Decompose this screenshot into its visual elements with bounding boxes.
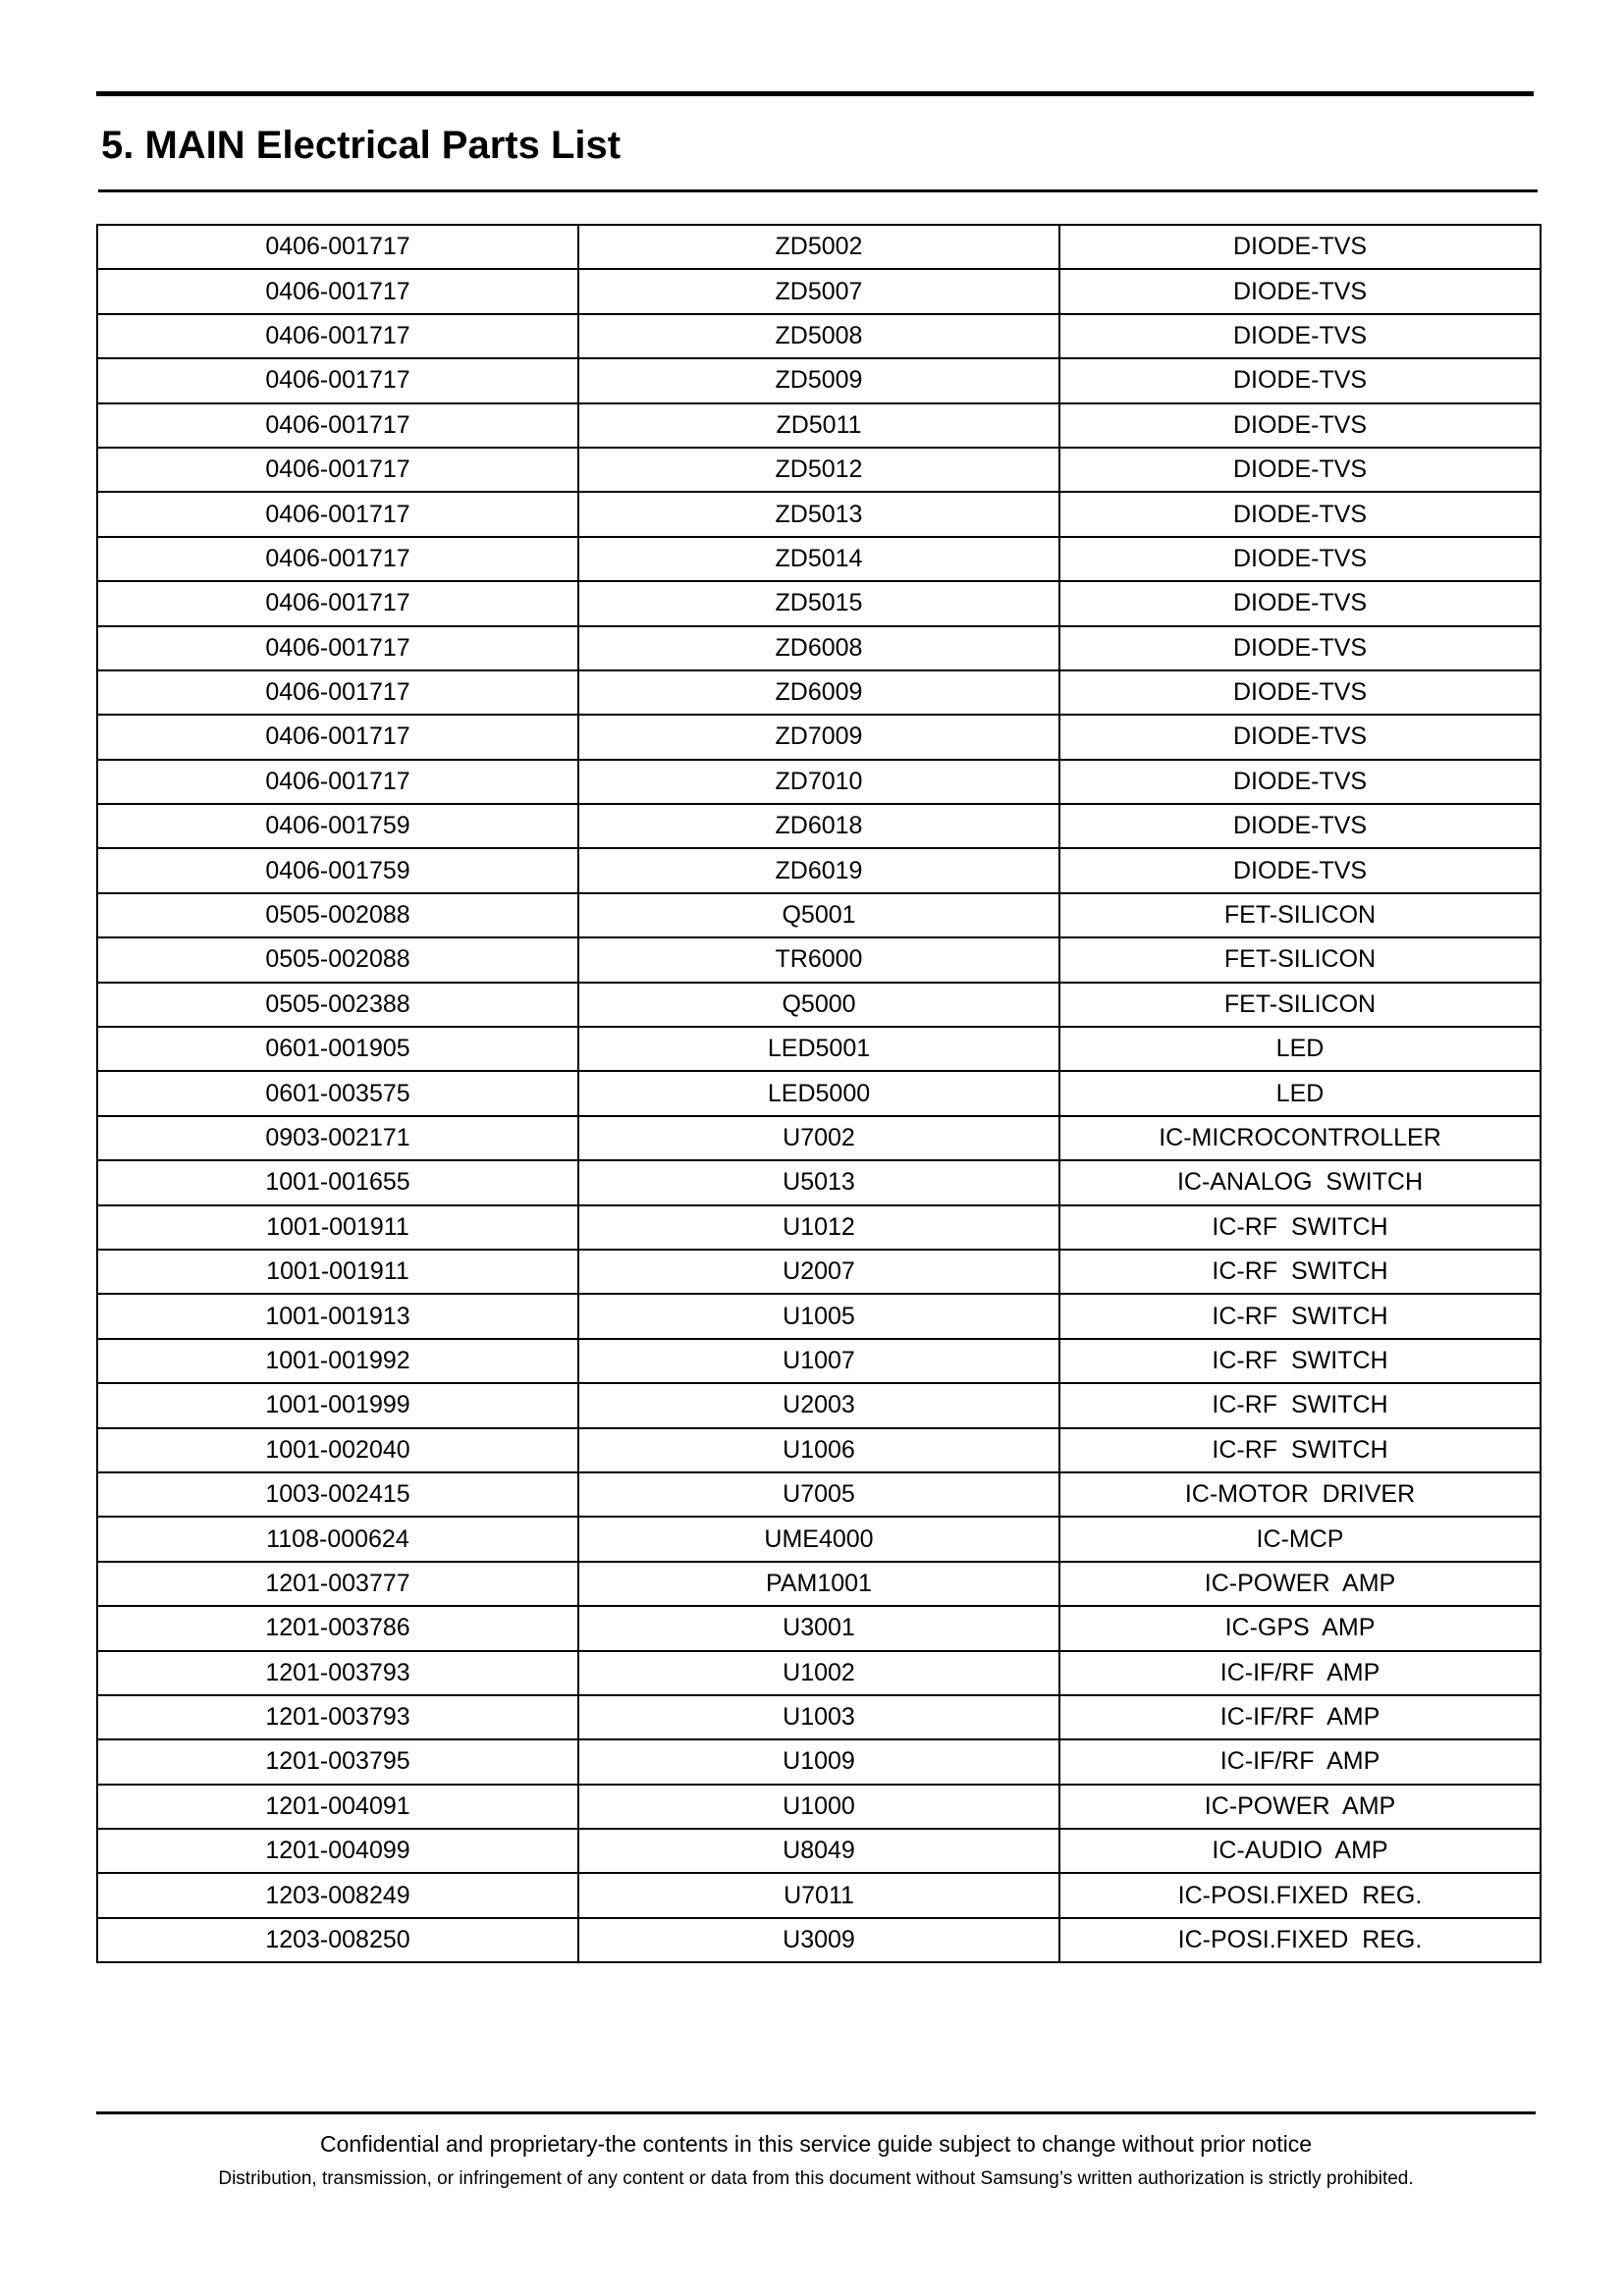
part-code-cell: 1203-008250 xyxy=(97,1918,578,1962)
description-cell: DIODE-TVS xyxy=(1059,537,1541,581)
location-cell: Q5000 xyxy=(578,983,1059,1027)
location-cell: ZD7009 xyxy=(578,715,1059,759)
description-cell: IC-POSI.FIXED REG. xyxy=(1059,1918,1541,1962)
location-cell: TR6000 xyxy=(578,937,1059,982)
description-cell: IC-RF SWITCH xyxy=(1059,1383,1541,1427)
description-cell: IC-AUDIO AMP xyxy=(1059,1829,1541,1873)
description-cell: IC-RF SWITCH xyxy=(1059,1294,1541,1338)
table-row xyxy=(97,1250,1541,1294)
table-row xyxy=(97,1562,1541,1606)
table-row xyxy=(97,1294,1541,1338)
description-cell: IC-RF SWITCH xyxy=(1059,1205,1541,1250)
table-row xyxy=(97,537,1541,581)
table-row xyxy=(97,760,1541,804)
part-code-cell: 0505-002388 xyxy=(97,983,578,1027)
location-cell: ZD5011 xyxy=(578,403,1059,448)
table-row xyxy=(97,1027,1541,1071)
location-cell: ZD5014 xyxy=(578,537,1059,581)
location-cell: ZD6009 xyxy=(578,670,1059,715)
part-code-cell: 1203-008249 xyxy=(97,1873,578,1917)
part-code-cell: 1001-001999 xyxy=(97,1383,578,1427)
part-code-cell: 0406-001717 xyxy=(97,492,578,536)
title-rule xyxy=(98,189,1538,192)
location-cell: U2007 xyxy=(578,1250,1059,1294)
location-cell: PAM1001 xyxy=(578,1562,1059,1606)
description-cell: IC-MCP xyxy=(1059,1517,1541,1561)
location-cell: ZD5009 xyxy=(578,358,1059,402)
table-row xyxy=(97,1651,1541,1695)
table-row xyxy=(97,1472,1541,1517)
table-row xyxy=(97,1205,1541,1250)
table-row xyxy=(97,1160,1541,1204)
description-cell: LED xyxy=(1059,1071,1541,1115)
location-cell: ZD6018 xyxy=(578,804,1059,848)
part-code-cell: 0505-002088 xyxy=(97,893,578,937)
location-cell: ZD7010 xyxy=(578,760,1059,804)
table-row xyxy=(97,1785,1541,1829)
description-cell: DIODE-TVS xyxy=(1059,448,1541,492)
table-row xyxy=(97,581,1541,625)
part-code-cell: 1001-002040 xyxy=(97,1428,578,1472)
table-row xyxy=(97,1339,1541,1383)
part-code-cell: 1201-003793 xyxy=(97,1651,578,1695)
part-code-cell: 0601-001905 xyxy=(97,1027,578,1071)
table-row xyxy=(97,670,1541,715)
description-cell: IC-IF/RF AMP xyxy=(1059,1651,1541,1695)
description-cell: DIODE-TVS xyxy=(1059,848,1541,892)
part-code-cell: 1001-001655 xyxy=(97,1160,578,1204)
location-cell: U7011 xyxy=(578,1873,1059,1917)
footer-confidential-notice: Confidential and proprietary-the contents in this service guide subject to change without prior notice xyxy=(319,2131,1313,2157)
description-cell: DIODE-TVS xyxy=(1059,269,1541,313)
description-cell: DIODE-TVS xyxy=(1059,403,1541,448)
table-row xyxy=(97,492,1541,536)
location-cell: ZD5008 xyxy=(578,314,1059,358)
location-cell: ZD5002 xyxy=(578,225,1059,269)
location-cell: U7005 xyxy=(578,1472,1059,1517)
description-cell: IC-RF SWITCH xyxy=(1059,1250,1541,1294)
part-code-cell: 0406-001717 xyxy=(97,314,578,358)
table-row xyxy=(97,225,1541,269)
description-cell: DIODE-TVS xyxy=(1059,314,1541,358)
footer-rule xyxy=(96,2111,1536,2114)
table-row xyxy=(97,1383,1541,1427)
description-cell: DIODE-TVS xyxy=(1059,225,1541,269)
part-code-cell: 1001-001913 xyxy=(97,1294,578,1338)
part-code-cell: 0903-002171 xyxy=(97,1116,578,1160)
location-cell: U1005 xyxy=(578,1294,1059,1338)
location-cell: U1007 xyxy=(578,1339,1059,1383)
description-cell: DIODE-TVS xyxy=(1059,760,1541,804)
table-row xyxy=(97,403,1541,448)
description-cell: IC-IF/RF AMP xyxy=(1059,1695,1541,1739)
part-code-cell: 1201-003786 xyxy=(97,1606,578,1650)
table-row xyxy=(97,893,1541,937)
table-row xyxy=(97,937,1541,982)
part-code-cell: 0406-001759 xyxy=(97,804,578,848)
table-row xyxy=(97,1428,1541,1472)
part-code-cell: 0406-001717 xyxy=(97,715,578,759)
table-row xyxy=(97,1873,1541,1917)
location-cell: LED5001 xyxy=(578,1027,1059,1071)
location-cell: ZD5015 xyxy=(578,581,1059,625)
table-row xyxy=(97,1116,1541,1160)
location-cell: U5013 xyxy=(578,1160,1059,1204)
description-cell: FET-SILICON xyxy=(1059,893,1541,937)
part-code-cell: 0406-001717 xyxy=(97,581,578,625)
part-code-cell: 0406-001717 xyxy=(97,537,578,581)
description-cell: IC-IF/RF AMP xyxy=(1059,1739,1541,1784)
location-cell: U3001 xyxy=(578,1606,1059,1650)
description-cell: IC-RF SWITCH xyxy=(1059,1339,1541,1383)
location-cell: LED5000 xyxy=(578,1071,1059,1115)
location-cell: ZD5013 xyxy=(578,492,1059,536)
location-cell: ZD5012 xyxy=(578,448,1059,492)
table-row xyxy=(97,1606,1541,1650)
part-code-cell: 0406-001717 xyxy=(97,403,578,448)
description-cell: IC-GPS AMP xyxy=(1059,1606,1541,1650)
table-row xyxy=(97,804,1541,848)
description-cell: IC-MICROCONTROLLER xyxy=(1059,1116,1541,1160)
description-cell: DIODE-TVS xyxy=(1059,358,1541,402)
page-title: 5. MAIN Electrical Parts List xyxy=(101,124,622,167)
footer-distribution-notice: Distribution, transmission, or infringement of any content or data from this document without Samsung’s written authorization is strictly prohibited. xyxy=(218,2168,1414,2189)
part-code-cell: 1003-002415 xyxy=(97,1472,578,1517)
location-cell: ZD6008 xyxy=(578,626,1059,670)
part-code-cell: 0406-001717 xyxy=(97,448,578,492)
part-code-cell: 1201-004091 xyxy=(97,1785,578,1829)
description-cell: IC-POWER AMP xyxy=(1059,1785,1541,1829)
location-cell: U1000 xyxy=(578,1785,1059,1829)
part-code-cell: 1201-003793 xyxy=(97,1695,578,1739)
table-row xyxy=(97,269,1541,313)
description-cell: FET-SILICON xyxy=(1059,937,1541,982)
description-cell: DIODE-TVS xyxy=(1059,804,1541,848)
table-row xyxy=(97,626,1541,670)
part-code-cell: 1001-001911 xyxy=(97,1250,578,1294)
part-code-cell: 0406-001717 xyxy=(97,760,578,804)
description-cell: DIODE-TVS xyxy=(1059,715,1541,759)
location-cell: U1006 xyxy=(578,1428,1059,1472)
location-cell: U3009 xyxy=(578,1918,1059,1962)
location-cell: U7002 xyxy=(578,1116,1059,1160)
table-row xyxy=(97,715,1541,759)
part-code-cell: 0601-003575 xyxy=(97,1071,578,1115)
location-cell: U1003 xyxy=(578,1695,1059,1739)
top-rule xyxy=(96,91,1534,96)
description-cell: IC-POWER AMP xyxy=(1059,1562,1541,1606)
description-cell: DIODE-TVS xyxy=(1059,670,1541,715)
part-code-cell: 0406-001759 xyxy=(97,848,578,892)
description-cell: FET-SILICON xyxy=(1059,983,1541,1027)
location-cell: ZD6019 xyxy=(578,848,1059,892)
description-cell: IC-RF SWITCH xyxy=(1059,1428,1541,1472)
table-row xyxy=(97,1517,1541,1561)
part-code-cell: 1201-004099 xyxy=(97,1829,578,1873)
description-cell: LED xyxy=(1059,1027,1541,1071)
table-row xyxy=(97,1071,1541,1115)
description-cell: DIODE-TVS xyxy=(1059,492,1541,536)
part-code-cell: 1108-000624 xyxy=(97,1517,578,1561)
table-row xyxy=(97,1695,1541,1739)
location-cell: U1009 xyxy=(578,1739,1059,1784)
description-cell: IC-POSI.FIXED REG. xyxy=(1059,1873,1541,1917)
table-row xyxy=(97,848,1541,892)
description-cell: IC-MOTOR DRIVER xyxy=(1059,1472,1541,1517)
location-cell: U1012 xyxy=(578,1205,1059,1250)
part-code-cell: 0406-001717 xyxy=(97,358,578,402)
location-cell: U1002 xyxy=(578,1651,1059,1695)
part-code-cell: 0406-001717 xyxy=(97,269,578,313)
part-code-cell: 1001-001992 xyxy=(97,1339,578,1383)
location-cell: ZD5007 xyxy=(578,269,1059,313)
part-code-cell: 0406-001717 xyxy=(97,225,578,269)
parts-table-body xyxy=(97,225,1541,1962)
table-row xyxy=(97,358,1541,402)
location-cell: U2003 xyxy=(578,1383,1059,1427)
table-row xyxy=(97,983,1541,1027)
part-code-cell: 1201-003777 xyxy=(97,1562,578,1606)
parts-table xyxy=(96,224,1542,1963)
description-cell: DIODE-TVS xyxy=(1059,581,1541,625)
table-row xyxy=(97,448,1541,492)
table-row xyxy=(97,1739,1541,1784)
table-row xyxy=(97,314,1541,358)
location-cell: UME4000 xyxy=(578,1517,1059,1561)
table-row xyxy=(97,1918,1541,1962)
part-code-cell: 0505-002088 xyxy=(97,937,578,982)
description-cell: DIODE-TVS xyxy=(1059,626,1541,670)
part-code-cell: 0406-001717 xyxy=(97,626,578,670)
location-cell: Q5001 xyxy=(578,893,1059,937)
table-row xyxy=(97,1829,1541,1873)
part-code-cell: 1201-003795 xyxy=(97,1739,578,1784)
location-cell: U8049 xyxy=(578,1829,1059,1873)
part-code-cell: 1001-001911 xyxy=(97,1205,578,1250)
part-code-cell: 0406-001717 xyxy=(97,670,578,715)
description-cell: IC-ANALOG SWITCH xyxy=(1059,1160,1541,1204)
